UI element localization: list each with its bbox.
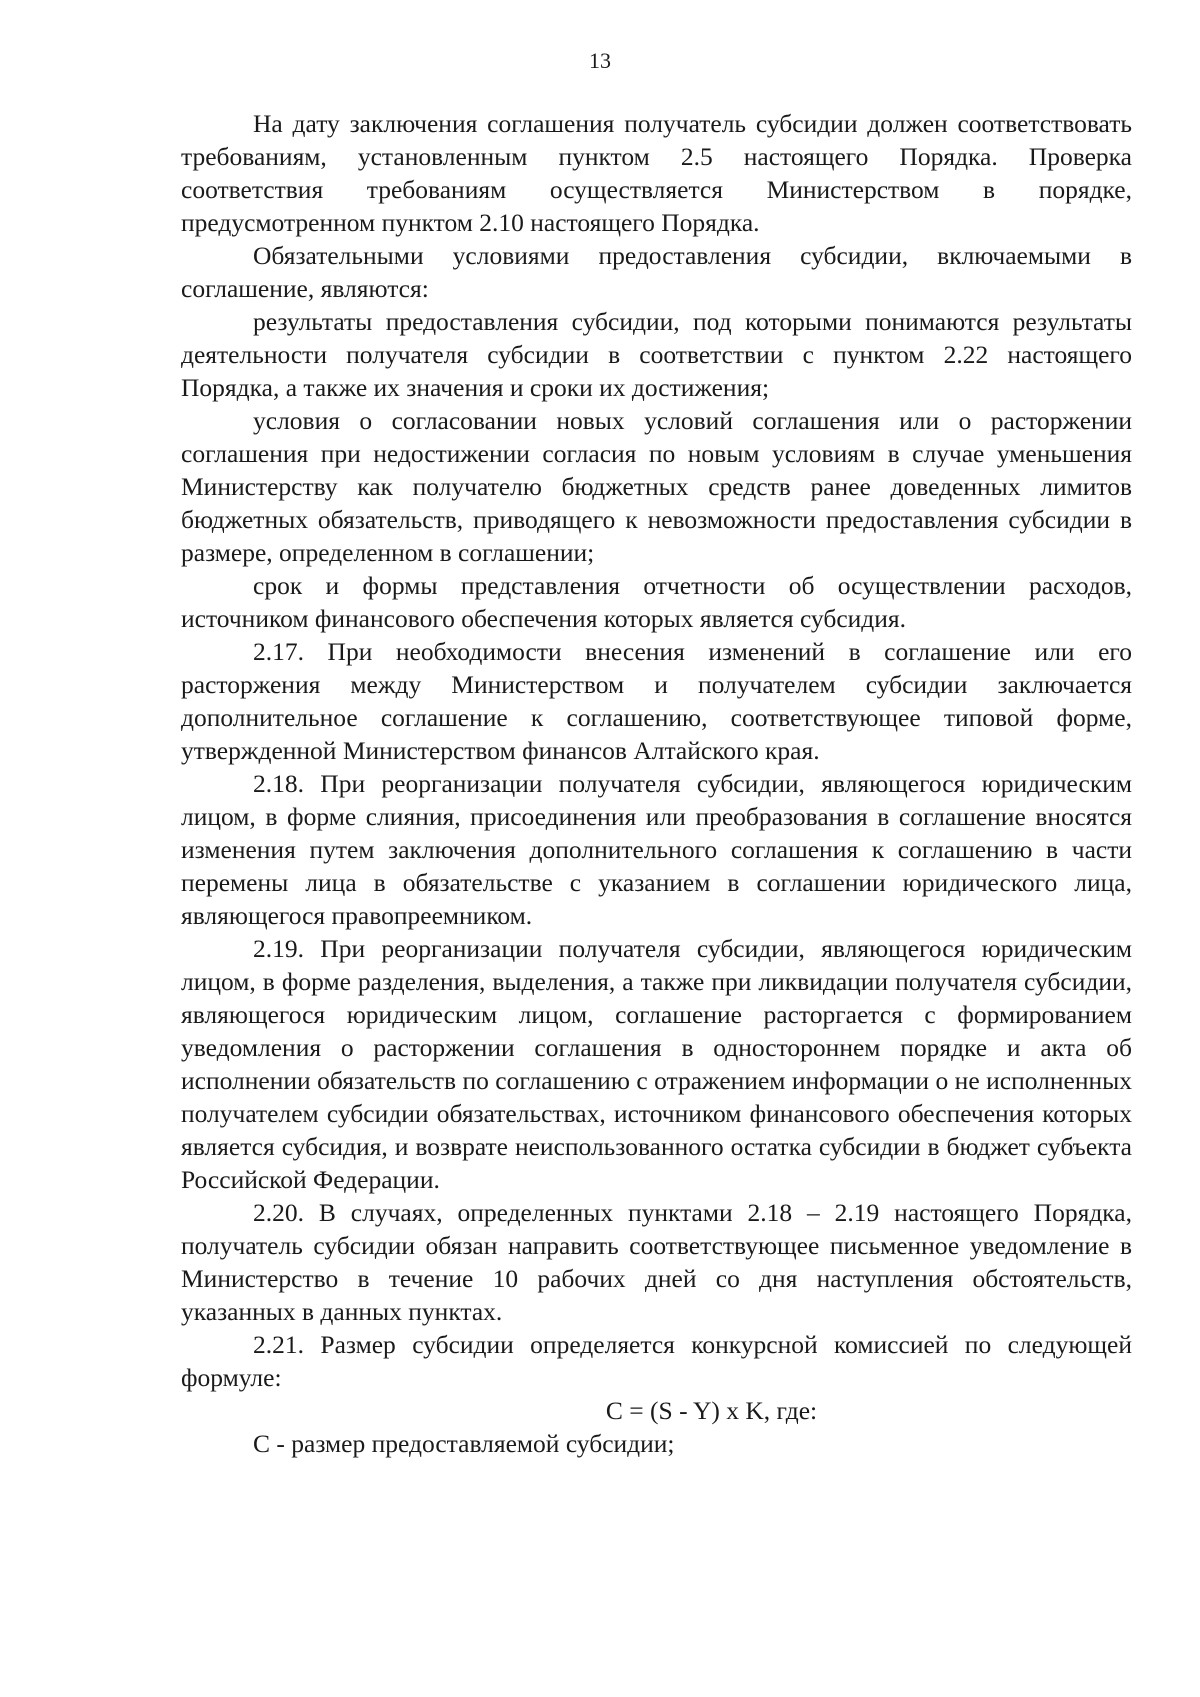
paragraph-2-17: 2.17. При необходимости внесения изменений в соглашение или его расторжения между Министерством и получателем субсидии заключается дополнительное соглашение к соглашению, соответствующее типовой форме, утвержденной Министерством финансов Алтайского края. — [181, 637, 1132, 765]
paragraph-mandatory-conditions: Обязательными условиями предоставления субсидии, включаемыми в соглашение, являются: — [181, 241, 1132, 303]
subsidy-formula: С = (S - Y) x K, где: — [605, 1396, 818, 1425]
paragraph-2-18: 2.18. При реорганизации получателя субсидии, являющегося юридическим лицом, в форме слияния, присоединения или преобразования в соглашение вносятся изменения путем заключения дополнительного соглашения к соглашению в части перемены лица в обязательстве с указанием в соглашении юридического лица, являющегося правопреемником. — [181, 769, 1132, 930]
paragraph-2-21: 2.21. Размер субсидии определяется конкурсной комиссией по следующей формуле: — [181, 1330, 1132, 1392]
document-body — [181, 107, 1132, 1460]
paragraph-agreement-date: На дату заключения соглашения получатель субсидии должен соответствовать требованиям, установленным пунктом 2.5 настоящего Порядка. Проверка соответствия требованиям осуществляется Министерством в порядке, предусмотренном пунктом 2.10 настоящего Порядка. — [181, 109, 1132, 237]
page-number: 13 — [589, 48, 611, 73]
paragraph-2-19: 2.19. При реорганизации получателя субсидии, являющегося юридическим лицом, в форме разделения, выделения, а также при ликвидации получателя субсидии, являющегося юридическим лицом, соглашение расторгается с формированием уведомления о расторжении соглашения в одностороннем порядке и акта об исполнении обязательств по соглашению с отражением информации о не исполненных получателем субсидии обязательствах, источником финансового обеспечения которых является субсидия, и возврате неиспользованного остатка субсидии в бюджет субъекта Российской Федерации. — [181, 934, 1132, 1194]
paragraph-condition-results: результаты предоставления субсидии, под которыми понимаются результаты деятельности получателя субсидии в соответствии с пунктом 2.22 настоящего Порядка, а также их значения и сроки их достижения; — [181, 307, 1132, 402]
paragraph-condition-new-terms: условия о согласовании новых условий соглашения или о расторжении соглашения при недостижении согласия по новым условиям в случае уменьшения Министерству как получателю бюджетных средств ранее доведенных лимитов бюджетных обязательств, приводящего к невозможности предоставления субсидии в размере, определенном в соглашении; — [181, 406, 1132, 567]
paragraph-condition-reporting: срок и формы представления отчетности об осуществлении расходов, источником финансового обеспечения которых является субсидия. — [181, 571, 1132, 633]
formula-definition-c: С - размер предоставляемой субсидии; — [253, 1429, 675, 1458]
paragraph-2-20: 2.20. В случаях, определенных пунктами 2.18 – 2.19 настоящего Порядка, получатель субсидии обязан направить соответствующее письменное уведомление в Министерство в течение 10 рабочих дней со дня наступления обстоятельств, указанных в данных пунктах. — [181, 1198, 1132, 1326]
